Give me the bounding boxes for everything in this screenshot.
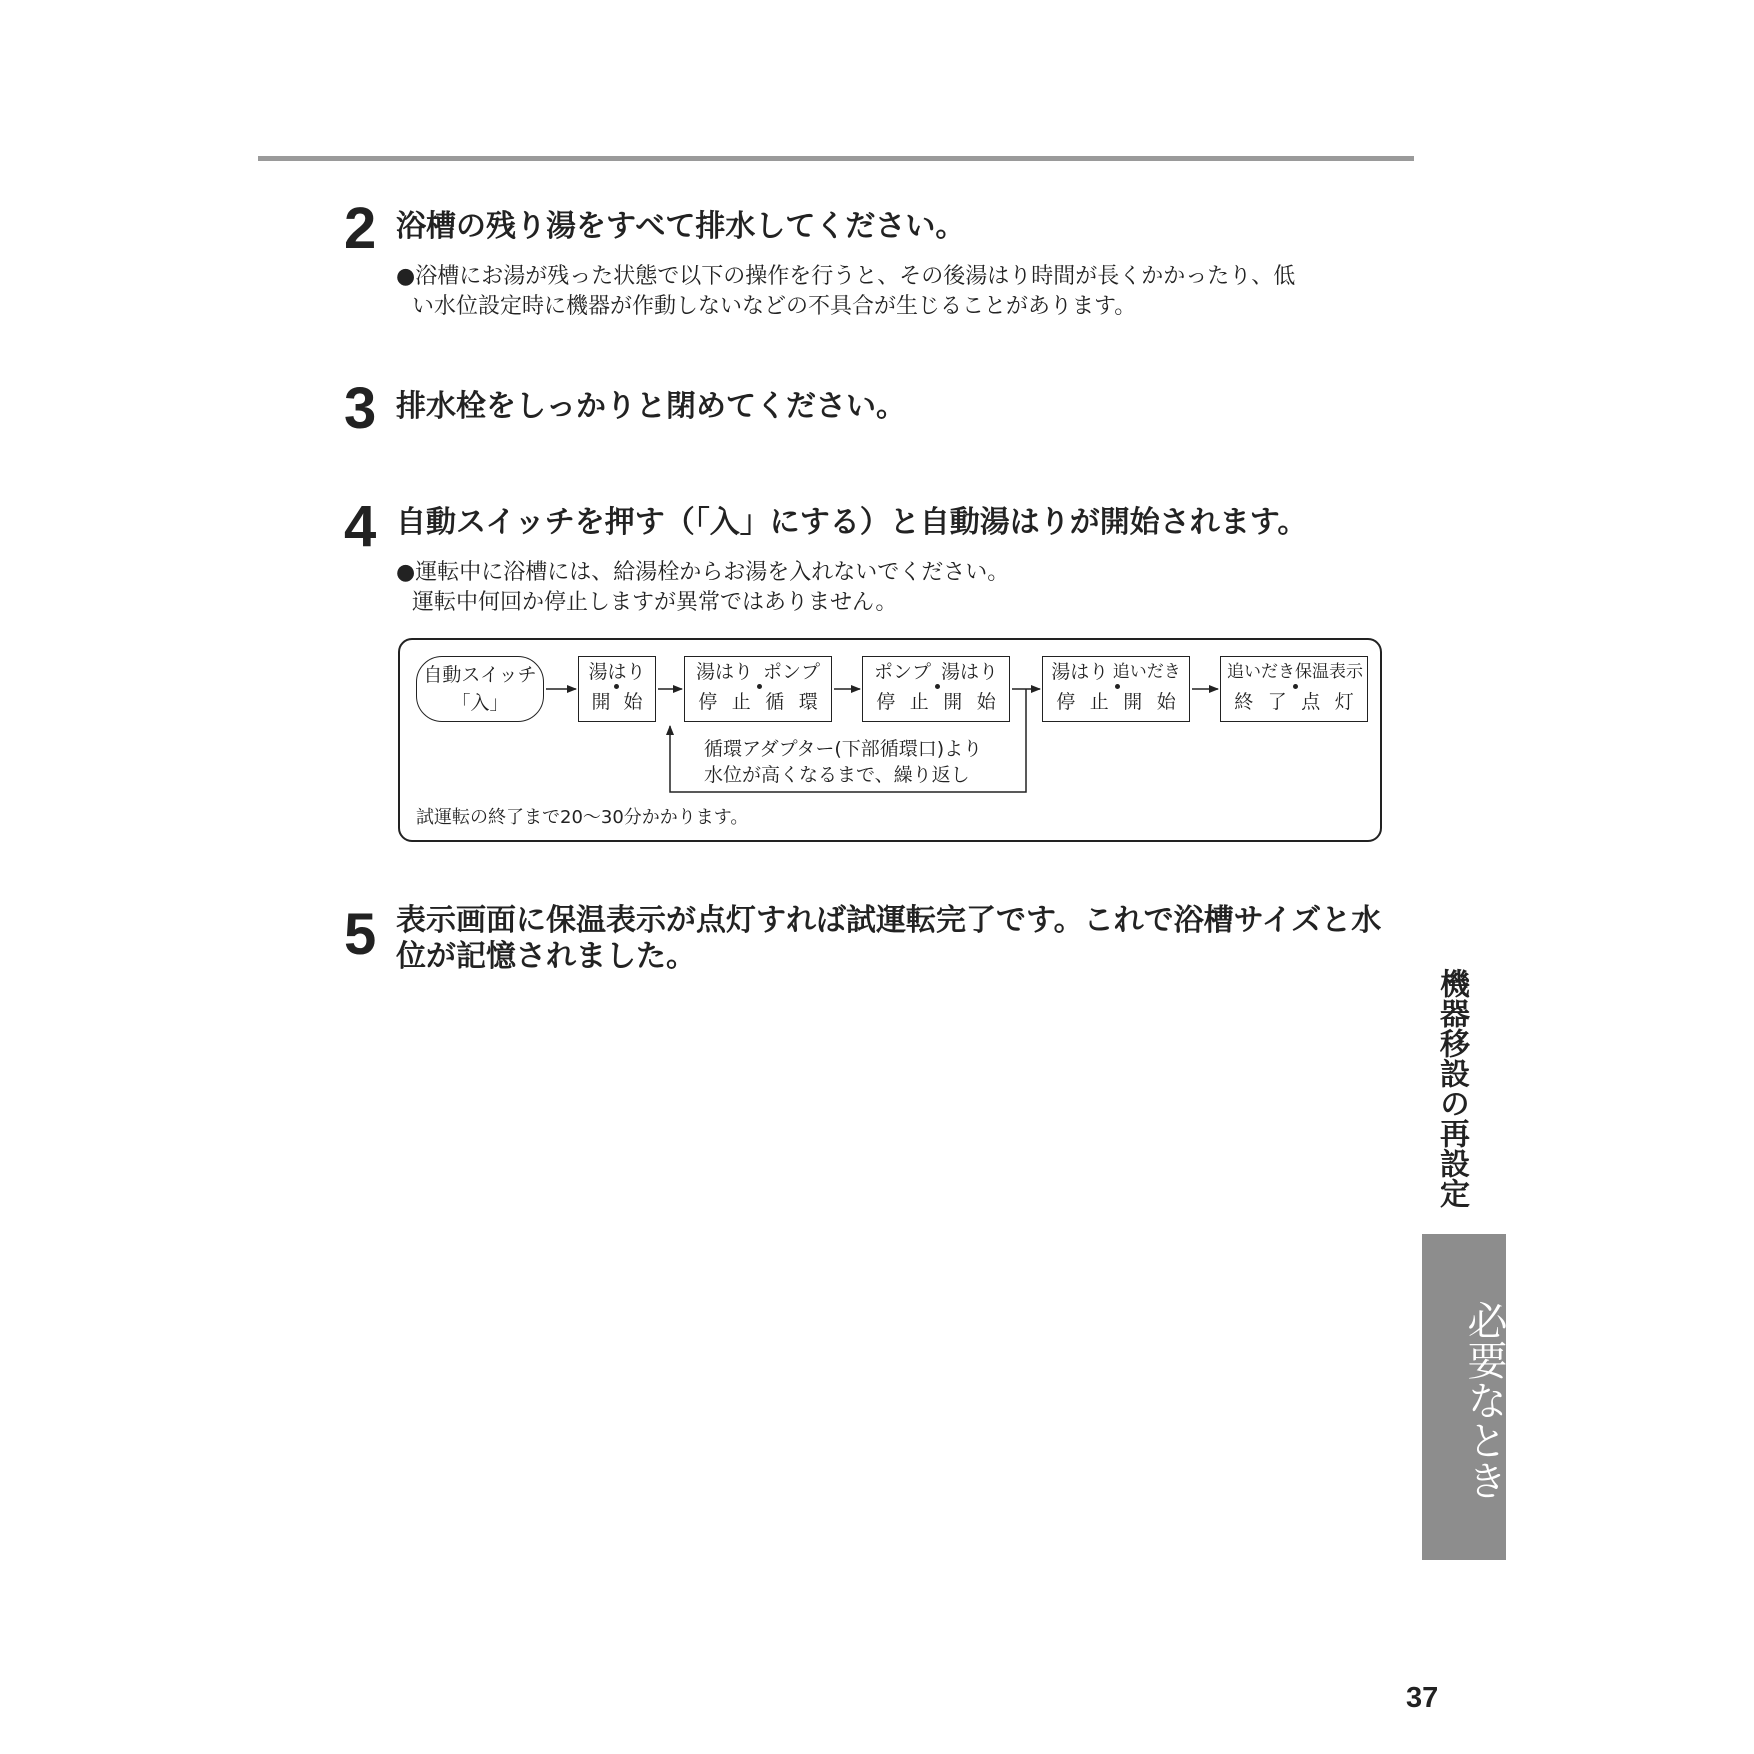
step-2-note-line-2: い水位設定時に機器が作動しないなどの不具合が生じることがあります。 [412, 294, 1137, 319]
flow-box-char: 終 [1234, 691, 1254, 713]
step-3-number: 3 [344, 376, 376, 441]
flow-box-char: 停 [876, 691, 896, 713]
step-4-number: 4 [344, 494, 376, 559]
step-5-heading-line-2: 位が記憶されました。 [396, 939, 696, 974]
flow-box-label: 湯はり [940, 661, 998, 683]
step-4-heading: 自動スイッチを押す（「入」にする）と自動湯はりが開始されます。 [396, 505, 1308, 540]
flow-box-char: 止 [731, 691, 751, 713]
step-3-heading: 排水栓をしっかりと閉めてください。 [396, 389, 906, 424]
flow-footnote: 試運転の終了まで20～30分かかります。 [416, 807, 749, 828]
flow-box-char: 環 [798, 691, 818, 713]
flow-box-char: 止 [1089, 691, 1109, 713]
flow-box-label: 湯はり [695, 661, 753, 683]
flow-box-char: 始 [1156, 691, 1176, 713]
section-label-vertical: 機器移設の再設定 [1434, 968, 1469, 1208]
step-5-heading-line-1: 表示画面に保温表示が点灯すれば試運転完了です。これで浴槽サイズと水 [396, 903, 1382, 938]
flow-box-char: 開 [943, 691, 963, 713]
flow-box-char: 始 [623, 691, 643, 713]
flow-loop-text-line-1: 循環アダプター(下部循環口)より [704, 738, 983, 760]
flow-box-char: 灯 [1334, 691, 1354, 713]
page-number: 37 [1406, 1682, 1439, 1714]
flow-start-line-1: 自動スイッチ [423, 664, 537, 686]
flow-box-label: 追いだき [1112, 662, 1181, 682]
flow-box-label: 湯はり [588, 661, 646, 683]
flow-loop-text-line-2: 水位が高くなるまで、繰り返し [704, 764, 970, 786]
flow-box-label: 追いだき [1227, 662, 1295, 682]
flow-box-char: 循 [765, 691, 785, 713]
step-2-number: 2 [344, 196, 376, 261]
flow-box-char: 開 [591, 691, 611, 713]
flow-box-label: ポンプ [762, 661, 820, 683]
step-5-number: 5 [344, 902, 376, 967]
flow-start-line-2: 「入」 [451, 692, 509, 714]
flow-box-label: 湯はり [1051, 661, 1109, 683]
chapter-tab-label: 必要なとき [1461, 1300, 1507, 1500]
flow-box-char: 停 [698, 691, 718, 713]
flow-box-char: 停 [1056, 691, 1076, 713]
flow-box-label: ポンプ [873, 661, 931, 683]
step-4-note-line-1: ●運転中に浴槽には、給湯栓からお湯を入れないでください。 [396, 560, 1010, 585]
flow-box-label: 保温表示 [1295, 662, 1363, 682]
flow-box-char: 了 [1267, 691, 1287, 713]
step-2-heading: 浴槽の残り湯をすべて排水してください。 [396, 209, 966, 244]
step-4-note-line-2: 運転中何回か停止しますが異常ではありません。 [412, 590, 898, 615]
flow-box-char: 開 [1123, 691, 1143, 713]
flow-box-char: 点 [1301, 691, 1321, 713]
flow-box-char: 止 [909, 691, 929, 713]
step-2-note-line-1: ●浴槽にお湯が残った状態で以下の操作を行うと、その後湯はり時間が長くかかったり、低 [396, 264, 1296, 289]
flow-box-char: 始 [976, 691, 996, 713]
